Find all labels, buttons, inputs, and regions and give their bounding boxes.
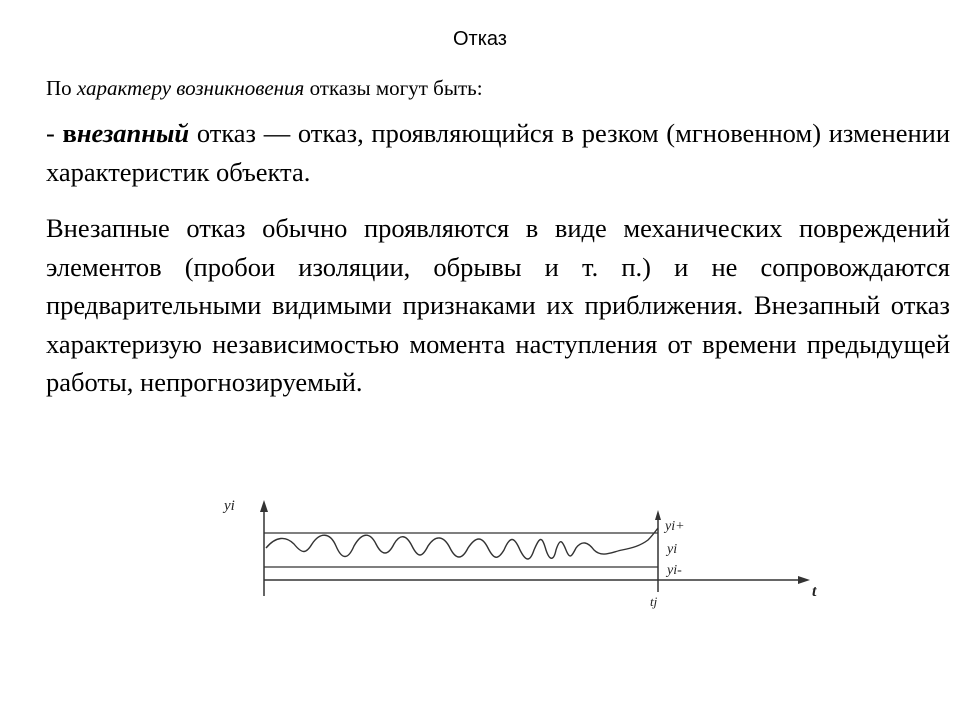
upper-limit-label: yi+ bbox=[665, 519, 685, 534]
sudden-failure-figure bbox=[180, 488, 840, 612]
intro-italic: характеру возникновения bbox=[76, 76, 305, 100]
nominal-label: yi bbox=[667, 542, 678, 557]
definition-dash: - bbox=[46, 118, 63, 148]
description-paragraph: Внезапные отказ обычно проявляются в виде механических повреждений элементов (пробои изоляции, обрывы и т. п.) и не сопровождаются предварительными видимыми признаками их приближения. Внезапный отказ характеризую независимостью момента наступления от времени предыдущей работы, непрогнозируемый. bbox=[46, 213, 950, 397]
intro-line bbox=[46, 76, 926, 101]
term-rest: незапный bbox=[76, 118, 190, 148]
time-mark-label: tj bbox=[650, 594, 658, 609]
definition-paragraph bbox=[46, 114, 950, 191]
term-first-letter: в bbox=[62, 118, 77, 148]
definition-term bbox=[46, 118, 189, 148]
lower-limit-label: yi- bbox=[667, 563, 682, 578]
intro-text-2: отказы могут быть: bbox=[304, 76, 483, 100]
x-axis-arrow bbox=[798, 576, 810, 584]
x-axis-label: t bbox=[812, 583, 817, 600]
intro-text-1: По bbox=[46, 76, 77, 100]
slide-title: Отказ bbox=[453, 28, 507, 50]
definition-text: отказ — отказ, проявляющийся в резком (мгновенном) изменении характеристик объекта. bbox=[46, 118, 951, 187]
y-axis-arrow bbox=[260, 500, 268, 512]
y-axis-label: yi bbox=[224, 498, 235, 514]
failure-time-arrow bbox=[655, 510, 661, 520]
